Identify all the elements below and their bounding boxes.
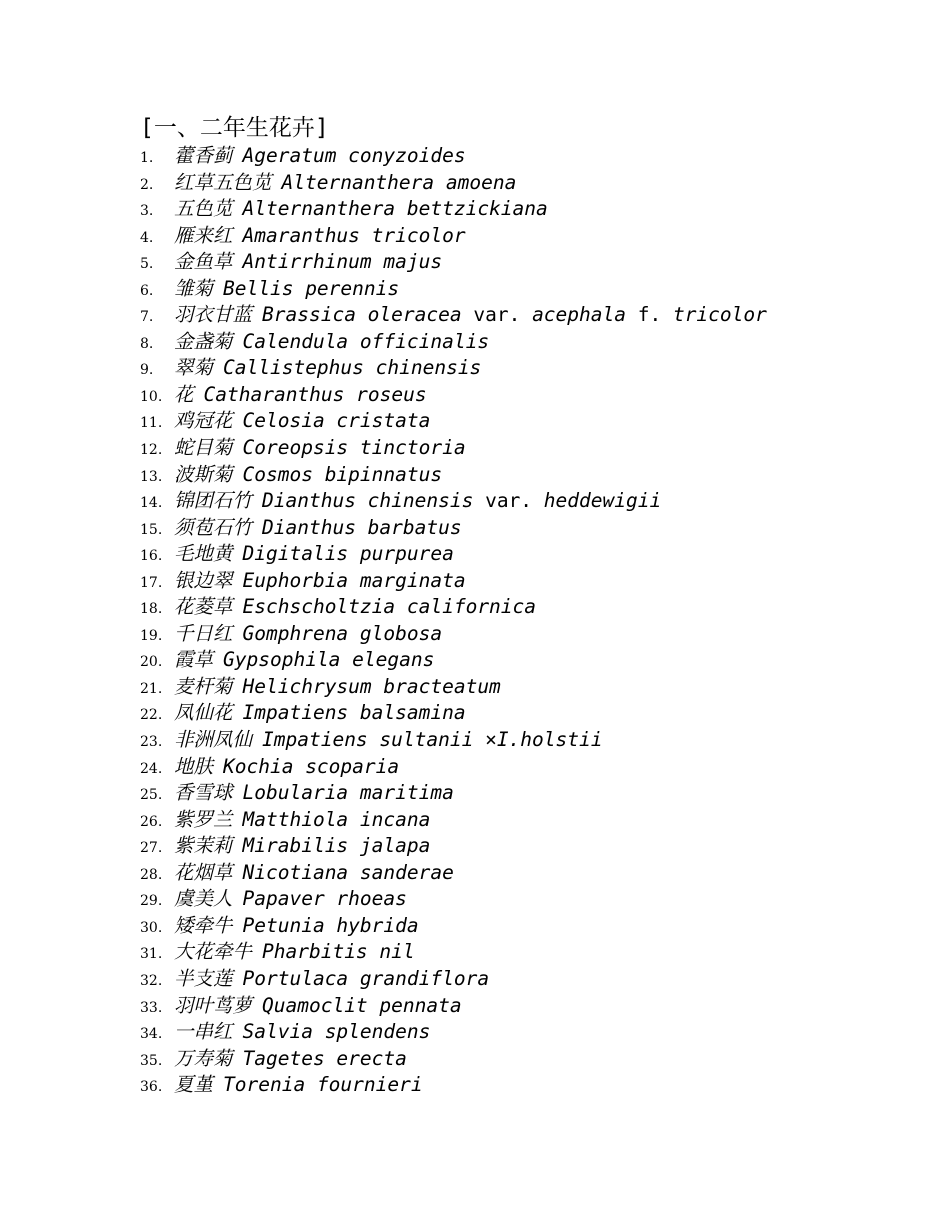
latin-name: Mirabilis jalapa [242, 834, 431, 858]
latin-name: Salvia splendens [242, 1020, 431, 1044]
list-item [140, 860, 930, 887]
list-item [140, 515, 930, 542]
chinese-name: 香雪球 [174, 781, 233, 805]
latin-name: Cosmos bipinnatus [242, 462, 443, 486]
item-number: 13. [140, 468, 163, 485]
item-number: 7. [140, 309, 154, 326]
chinese-name: 凤仙花 [174, 701, 233, 725]
list-item [140, 621, 930, 648]
latin-name: Pharbitis nil [262, 940, 415, 964]
list-item [140, 674, 930, 701]
latin-name: Matthiola incana [242, 807, 431, 831]
latin-name: Portulaca grandiflora [242, 966, 490, 990]
list-item [140, 833, 930, 860]
list-item [140, 754, 930, 781]
rank-abbreviation: var. [461, 303, 533, 327]
item-number: 27. [140, 840, 163, 857]
item-number: 32. [140, 972, 163, 989]
item-number: 18. [140, 601, 163, 618]
list-item [140, 329, 930, 356]
latin-name: Gypsophila elegans [223, 648, 435, 672]
item-number: 16. [140, 548, 163, 565]
chinese-name: 花菱草 [174, 595, 233, 619]
list-item [140, 223, 930, 250]
item-number: 34. [140, 1026, 163, 1043]
chinese-name: 霞草 [174, 648, 214, 672]
latin-name: Impatiens balsamina [242, 701, 466, 725]
latin-name [262, 489, 661, 512]
item-number: 20. [140, 654, 163, 671]
list-item [140, 1046, 930, 1073]
chinese-name: 藿香蓟 [174, 144, 233, 167]
list-item [140, 1019, 930, 1046]
latin-name: Kochia scoparia [223, 754, 400, 778]
list-item [140, 462, 930, 489]
item-number: 31. [140, 946, 163, 963]
item-number: 1. [140, 150, 154, 166]
item-number: 14. [140, 495, 163, 512]
chinese-name: 半支莲 [174, 966, 233, 990]
chinese-name: 矮牵牛 [174, 913, 233, 937]
latin-name: Euphorbia marginata [242, 568, 466, 592]
list-item [140, 143, 930, 170]
latin-name: Coreopsis tinctoria [242, 436, 466, 460]
item-number: 25. [140, 787, 163, 804]
chinese-name: 金鱼草 [174, 250, 233, 274]
list-item [140, 647, 930, 674]
list-item [140, 302, 930, 329]
item-number: 17. [140, 574, 163, 591]
item-number: 29. [140, 893, 163, 910]
latin-name: Dianthus barbatus [262, 515, 462, 539]
list-item [140, 408, 930, 435]
section-title: [一、二年生花卉] [140, 115, 329, 141]
chinese-name: 五色苋 [174, 197, 233, 221]
item-number: 30. [140, 919, 163, 936]
latin-name: Eschscholtzia californica [242, 595, 537, 619]
latin-name: Amaranthus tricolor [242, 223, 466, 247]
item-number: 36. [140, 1079, 163, 1096]
list-item [140, 939, 930, 966]
list-item [140, 727, 930, 754]
chinese-name: 地肤 [174, 754, 214, 778]
chinese-name: 虞美人 [174, 887, 233, 911]
list-item [140, 355, 930, 382]
item-number: 35. [140, 1052, 163, 1069]
item-number: 6. [140, 282, 154, 299]
latin-name [262, 303, 767, 326]
chinese-name: 麦杆菊 [174, 674, 233, 698]
item-number: 10. [140, 388, 163, 405]
item-number: 21. [140, 680, 163, 697]
chinese-name: 千日红 [174, 621, 233, 645]
latin-name: Petunia hybrida [242, 913, 419, 937]
latin-name-part: Dianthus chinensis [262, 489, 474, 513]
item-number: 5. [140, 256, 154, 273]
latin-name: Ageratum conyzoides [242, 144, 466, 167]
item-number: 8. [140, 335, 154, 352]
plant-list [140, 143, 930, 1099]
rank-abbreviation: f. [625, 303, 673, 327]
chinese-name: 金盏菊 [174, 329, 233, 353]
chinese-name: 羽衣甘蓝 [174, 303, 253, 327]
latin-name-part: Brassica oleracea [262, 303, 462, 327]
item-number: 26. [140, 813, 163, 830]
item-number: 22. [140, 707, 163, 724]
list-item [140, 541, 930, 568]
latin-name: Alternanthera amoena [281, 170, 517, 194]
list-item [140, 993, 930, 1020]
list-item [140, 382, 930, 409]
chinese-name: 波斯菊 [174, 462, 233, 486]
list-item [140, 700, 930, 727]
list-item [140, 886, 930, 913]
latin-name: Alternanthera bettzickiana [242, 197, 548, 221]
chinese-name: 紫罗兰 [174, 807, 233, 831]
latin-name: Nicotiana sanderae [242, 860, 454, 884]
item-number: 3. [140, 203, 154, 220]
item-number: 11. [140, 415, 163, 432]
chinese-name: 大花牵牛 [174, 940, 253, 964]
list-item [140, 966, 930, 993]
chinese-name: 锦团石竹 [174, 489, 253, 513]
list-item [140, 780, 930, 807]
item-number: 33. [140, 999, 163, 1016]
list-item [140, 594, 930, 621]
list-item [140, 435, 930, 462]
chinese-name: 万寿菊 [174, 1046, 233, 1070]
list-item [140, 488, 930, 515]
chinese-name: 红草五色苋 [174, 170, 272, 194]
latin-name: Torenia fournieri [223, 1073, 423, 1097]
latin-name: Catharanthus roseus [203, 382, 427, 406]
item-number: 15. [140, 521, 163, 538]
latin-name: Quamoclit pennata [262, 993, 462, 1017]
latin-name: Callistephus chinensis [223, 356, 482, 380]
latin-name: Digitalis purpurea [242, 542, 454, 566]
latin-name: Celosia cristata [242, 409, 431, 433]
item-number: 23. [140, 734, 163, 751]
latin-name: Lobularia maritima [242, 781, 454, 805]
item-number: 19. [140, 627, 163, 644]
chinese-name: 鸡冠花 [174, 409, 233, 433]
chinese-name: 非洲凤仙 [174, 728, 253, 752]
item-number: 12. [140, 442, 163, 459]
chinese-name: 花烟草 [174, 860, 233, 884]
chinese-name: 毛地黄 [174, 542, 233, 566]
chinese-name: 夏堇 [174, 1073, 214, 1097]
list-item [140, 276, 930, 303]
latin-name: Bellis perennis [223, 276, 400, 300]
chinese-name: 银边翠 [174, 568, 233, 592]
list-item [140, 170, 930, 197]
chinese-name: 紫茉莉 [174, 834, 233, 858]
latin-name: Helichrysum bracteatum [242, 674, 501, 698]
latin-name: Calendula officinalis [242, 329, 490, 353]
chinese-name: 羽叶茑萝 [174, 993, 253, 1017]
latin-name: Tagetes erecta [242, 1046, 407, 1070]
latin-name: Antirrhinum majus [242, 250, 443, 274]
chinese-name: 翠菊 [174, 356, 214, 380]
chinese-name: 须苞石竹 [174, 515, 253, 539]
latin-name-part: heddewigii [543, 489, 662, 513]
chinese-name: 雁来红 [174, 223, 233, 247]
latin-name-part: acephala [532, 303, 626, 327]
list-item [140, 807, 930, 834]
list-item [140, 196, 930, 223]
latin-name: Impatiens sultanii ×I.holstii [262, 728, 603, 752]
list-item [140, 249, 930, 276]
chinese-name: 花 [174, 382, 194, 406]
latin-name-part: tricolor [672, 303, 767, 327]
item-number: 9. [140, 362, 154, 379]
chinese-name: 一串红 [174, 1020, 233, 1044]
item-number: 2. [140, 176, 154, 193]
list-item [140, 568, 930, 595]
item-number: 4. [140, 229, 154, 246]
item-number: 28. [140, 866, 163, 883]
chinese-name: 雏菊 [174, 276, 214, 300]
latin-name: Papaver rhoeas [242, 887, 407, 911]
list-item [140, 1072, 930, 1099]
latin-name: Gomphrena globosa [242, 621, 443, 645]
chinese-name: 蛇目菊 [174, 436, 233, 460]
rank-abbreviation: var. [473, 489, 544, 513]
item-number: 24. [140, 760, 163, 777]
list-item [140, 913, 930, 940]
